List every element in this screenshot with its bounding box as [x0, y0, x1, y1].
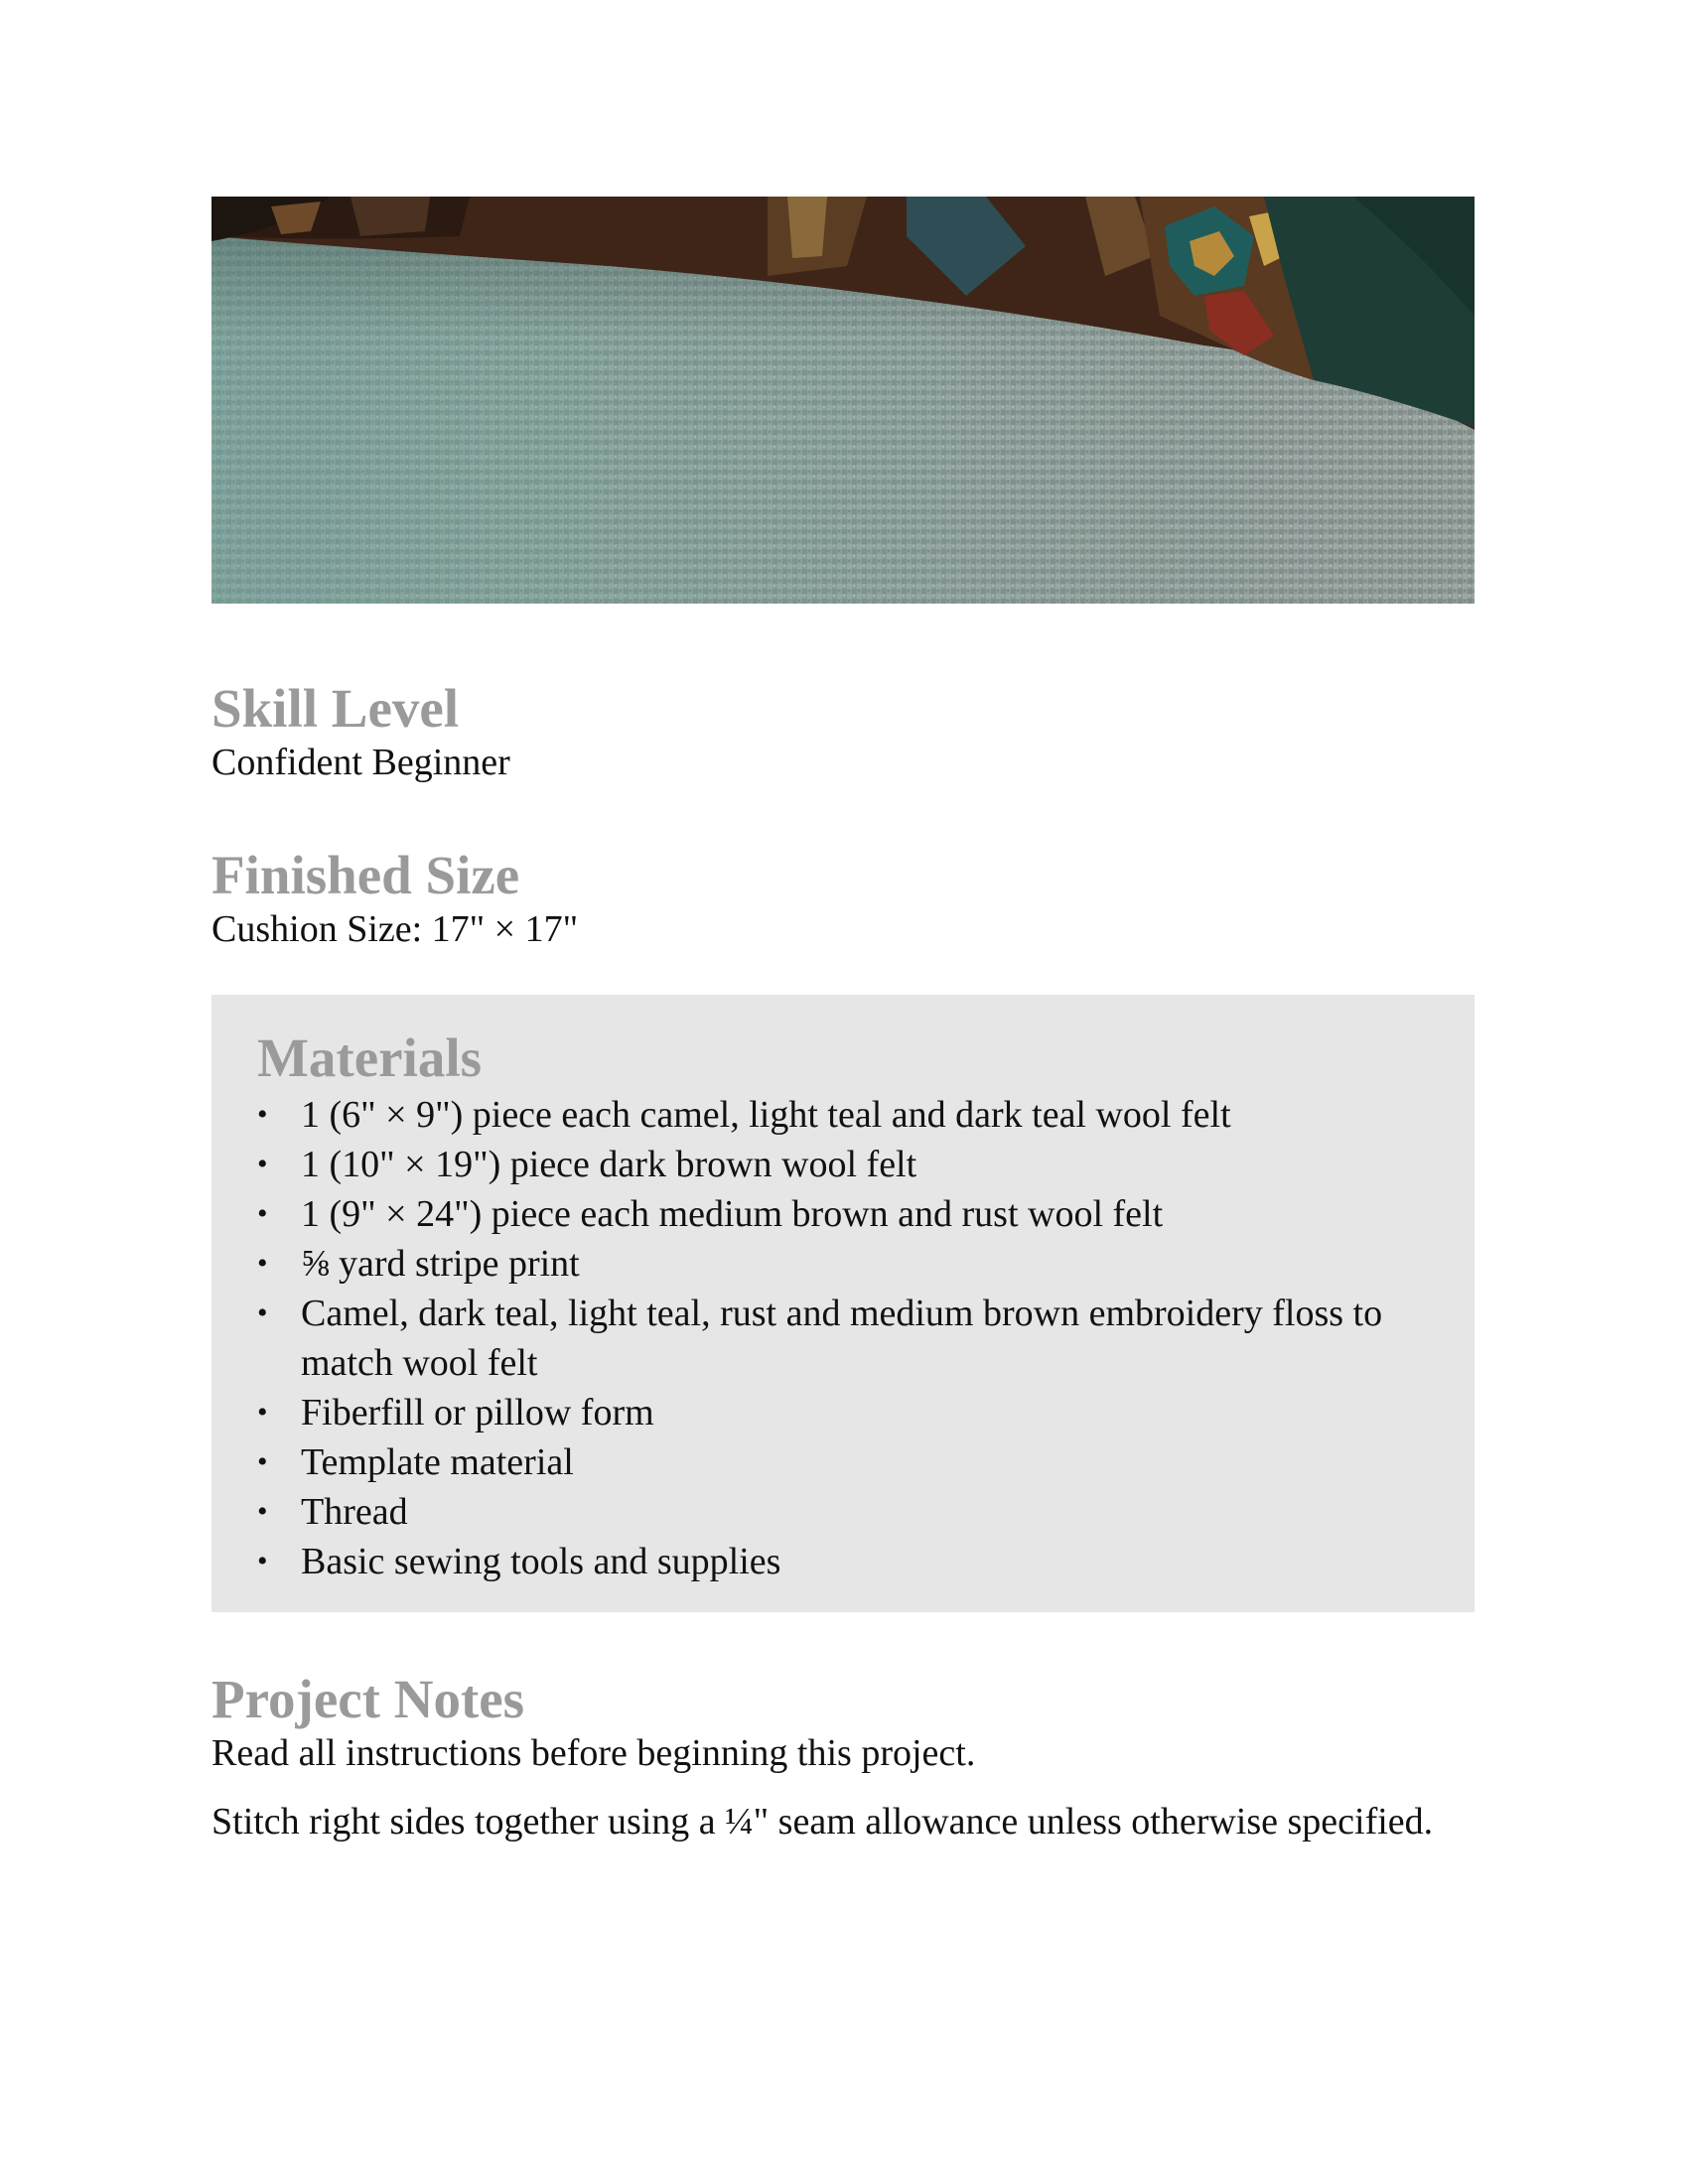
- materials-heading: Materials: [257, 1027, 483, 1088]
- list-item: • ⅝ yard stripe print: [257, 1239, 1429, 1289]
- bullet-icon: •: [257, 1197, 268, 1230]
- list-item: • Thread: [257, 1487, 1429, 1537]
- skill-level-value: Confident Beginner: [211, 742, 510, 783]
- skill-level-heading: Skill Level: [211, 678, 460, 739]
- bullet-icon: •: [257, 1495, 268, 1528]
- bullet-icon: •: [257, 1396, 268, 1429]
- list-item: • 1 (6" × 9") piece each camel, light teal and dark teal wool felt: [257, 1090, 1429, 1140]
- cushion-photo: [211, 197, 1475, 604]
- finished-size-heading: Finished Size: [211, 845, 520, 905]
- document-page: [211, 197, 1475, 1846]
- list-item: • Basic sewing tools and supplies: [257, 1537, 1429, 1586]
- materials-section: [211, 995, 1475, 1612]
- list-item: • Camel, dark teal, light teal, rust and medium brown embroidery floss to match wool felt: [257, 1289, 1429, 1388]
- list-item: • 1 (10" × 19") piece dark brown wool felt: [257, 1140, 1429, 1189]
- project-notes-section: [211, 1670, 1475, 1846]
- project-notes-paragraph: Read all instructions before beginning this project.: [211, 1732, 976, 1774]
- skill-level-section: [211, 679, 1475, 786]
- bullet-icon: •: [257, 1545, 268, 1577]
- list-item: • Fiberfill or pillow form: [257, 1388, 1429, 1437]
- list-item: • Template material: [257, 1437, 1429, 1487]
- bullet-icon: •: [257, 1098, 268, 1131]
- bullet-icon: •: [257, 1297, 268, 1329]
- list-item: • 1 (9" × 24") piece each medium brown and rust wool felt: [257, 1189, 1429, 1239]
- bullet-icon: •: [257, 1148, 268, 1180]
- finished-size-section: [211, 846, 1475, 953]
- project-notes-paragraph: Stitch right sides together using a ¼" seam allowance unless otherwise specified.: [211, 1801, 1434, 1843]
- bullet-icon: •: [257, 1445, 268, 1478]
- bullet-icon: •: [257, 1247, 268, 1280]
- materials-list: [257, 1090, 1429, 1586]
- finished-size-value: Cushion Size: 17" × 17": [211, 908, 579, 950]
- project-notes-heading: Project Notes: [211, 1669, 525, 1729]
